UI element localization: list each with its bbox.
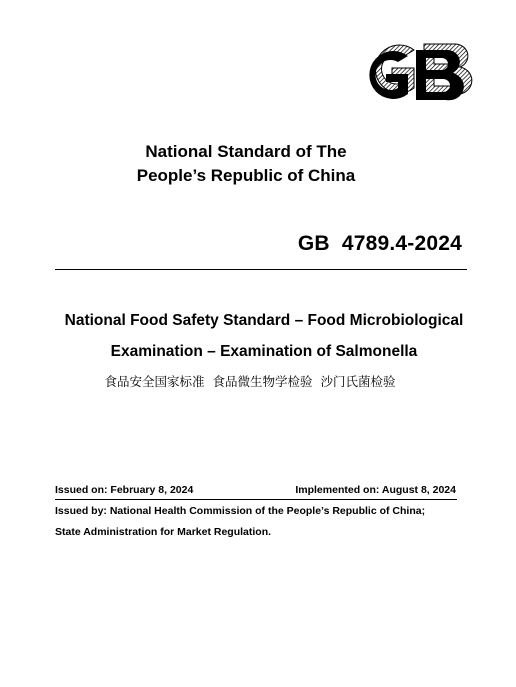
chinese-title: 食品安全国家标准 食品微生物学检验 沙门氏菌检验: [104, 374, 396, 389]
top-divider: [55, 269, 467, 270]
issuer-line-2: State Administration for Market Regulation.: [55, 526, 272, 538]
dates-divider: [55, 499, 457, 500]
issued-date: Issued on: February 8, 2024: [55, 484, 194, 496]
standard-number: GB 4789.4-2024: [297, 232, 462, 255]
gb-logo-icon: [358, 43, 474, 101]
implemented-date: Implemented on: August 8, 2024: [295, 484, 456, 496]
national-standard-title: [0, 140, 492, 188]
national-standard-title-line2: People’s Republic of China: [136, 166, 356, 185]
document-title: [0, 305, 516, 367]
document-title-line2: Examination – Examination of Salmonella: [110, 343, 418, 360]
document-title-line1: National Food Safety Standard – Food Microbiological: [64, 312, 464, 329]
issuer-line-1: Issued by: National Health Commission of the People’s Republic of China;: [55, 505, 426, 517]
national-standard-title-line1: National Standard of The: [145, 142, 347, 161]
